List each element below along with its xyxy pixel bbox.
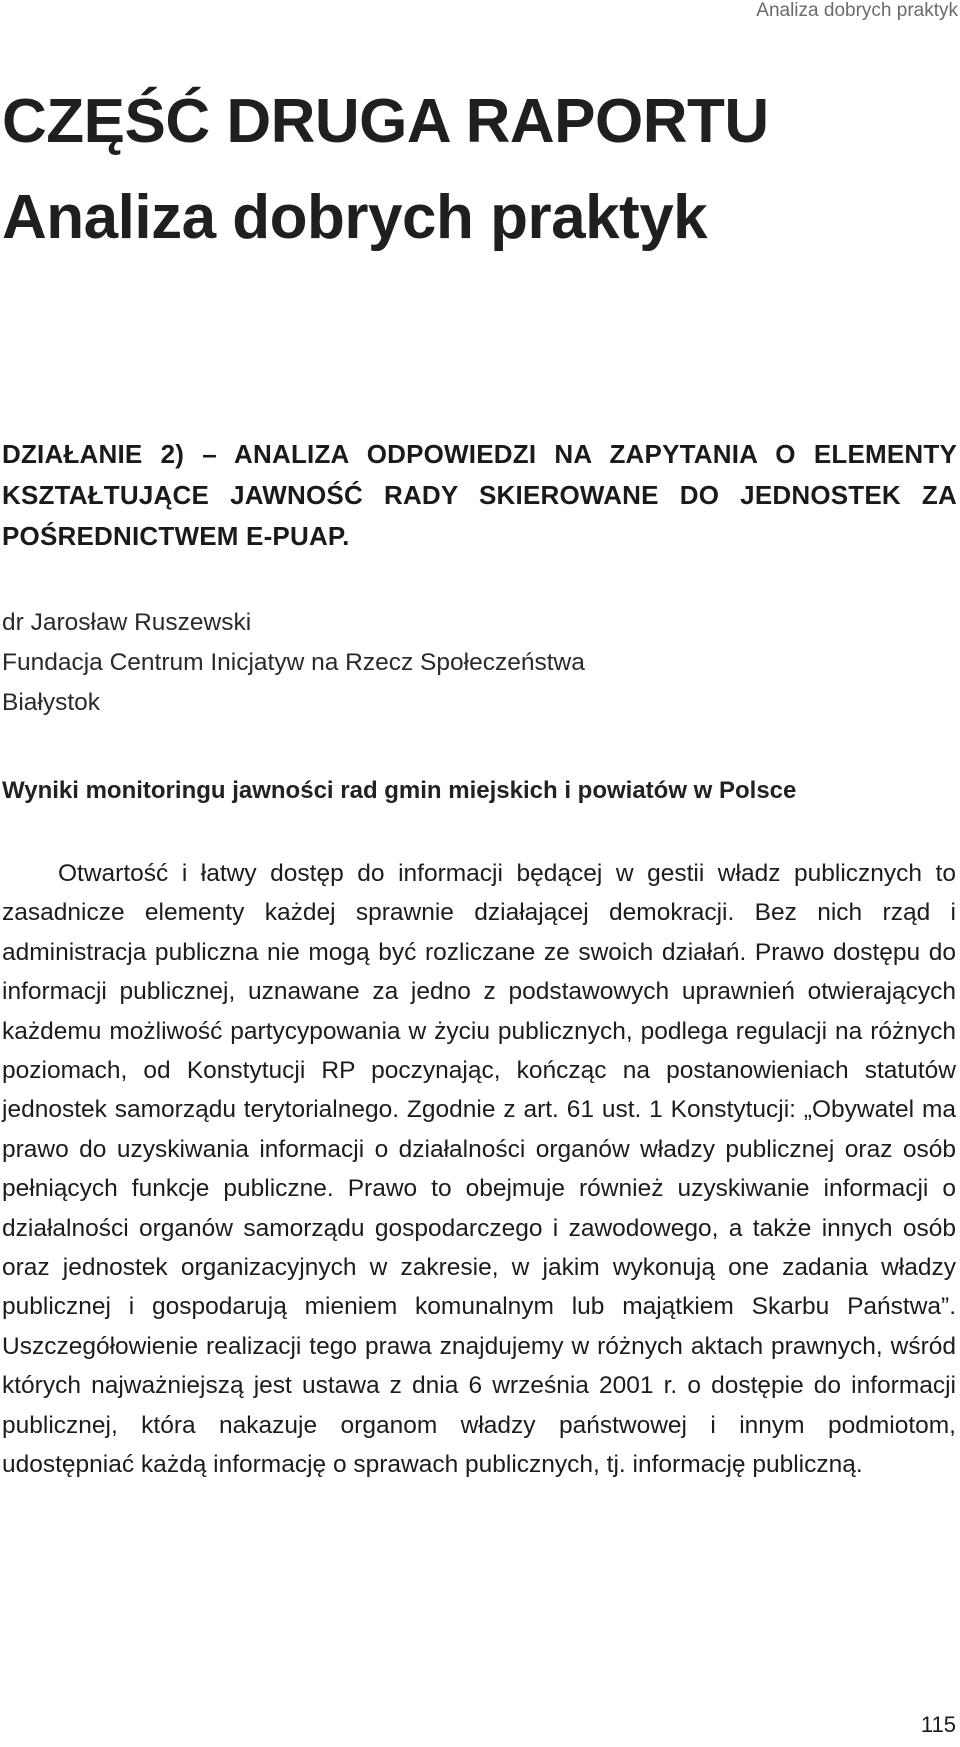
- running-header: Analiza dobrych praktyk: [756, 0, 958, 21]
- section-heading: DZIAŁANIE 2) – ANALIZA ODPOWIEDZI NA ZAPYTANIA O ELEMENTY KSZTAŁTUJĄCE JAWNOŚĆ RADY SKIEROWANE DO JEDNOSTEK ZA POŚREDNICTWEM E-PUAP.: [2, 439, 957, 551]
- author-city: Białystok: [2, 689, 101, 716]
- chapter-subtitle: Wyniki monitoringu jawności rad gmin miejskich i powiatów w Polsce: [2, 777, 797, 804]
- body-paragraph: [2, 854, 956, 1485]
- author-organization: Fundacja Centrum Inicjatyw na Rzecz Społeczeństwa: [2, 649, 585, 676]
- page-title: [2, 74, 952, 266]
- title-line-1: CZĘŚĆ DRUGA RAPORTU: [2, 87, 769, 156]
- author-block: [2, 603, 942, 723]
- page-number: 115: [920, 1712, 956, 1737]
- author-name: dr Jarosław Ruszewski: [2, 609, 252, 636]
- title-line-2: Analiza dobrych praktyk: [2, 183, 708, 252]
- body-paragraph-text: Otwartość i łatwy dostęp do informacji będącej w gestii władz publicznych to zasadnicze elementy każdej sprawnie działającej demokracji. Bez nich rząd i administracja publiczna nie mogą być rozliczane ze swoich działań. Prawo dostępu do informacji publicznej, uznawane za jedno z podstawowych uprawnień otwierających każdemu możliwość partycypowania w życiu publicznych, podlega regulacji na różnych poziomach, od Konstytucji RP poczynając, kończąc na postanowieniach statutów jednostek samorządu terytorialnego. Zgodnie z art. 61 ust. 1 Konstytucji: „Obywatel ma prawo do uzyskiwania informacji o działalności organów władzy publicznej oraz osób pełniących funkcje publiczne. Prawo to obejmuje również uzyskiwanie informacji o działalności organów samorządu gospodarczego i zawodowego, a także innych osób oraz jednostek organizacyjnych w zakresie, w jakim wykonują one zadania władzy publicznej i gospodarują mieniem komunalnym lub majątkiem Skarbu Państwa”. Uszczegółowienie realizacji tego prawa znajdujemy w różnych aktach prawnych, wśród których najważniejszą jest ustawa z dnia 6 września 2001 r. o dostępie do informacji publicznej, która nakazuje organom władzy państwowej i innym podmiotom, udostępniać każdą informację o sprawach publicznych, tj. informację publiczną.: [2, 860, 956, 1479]
